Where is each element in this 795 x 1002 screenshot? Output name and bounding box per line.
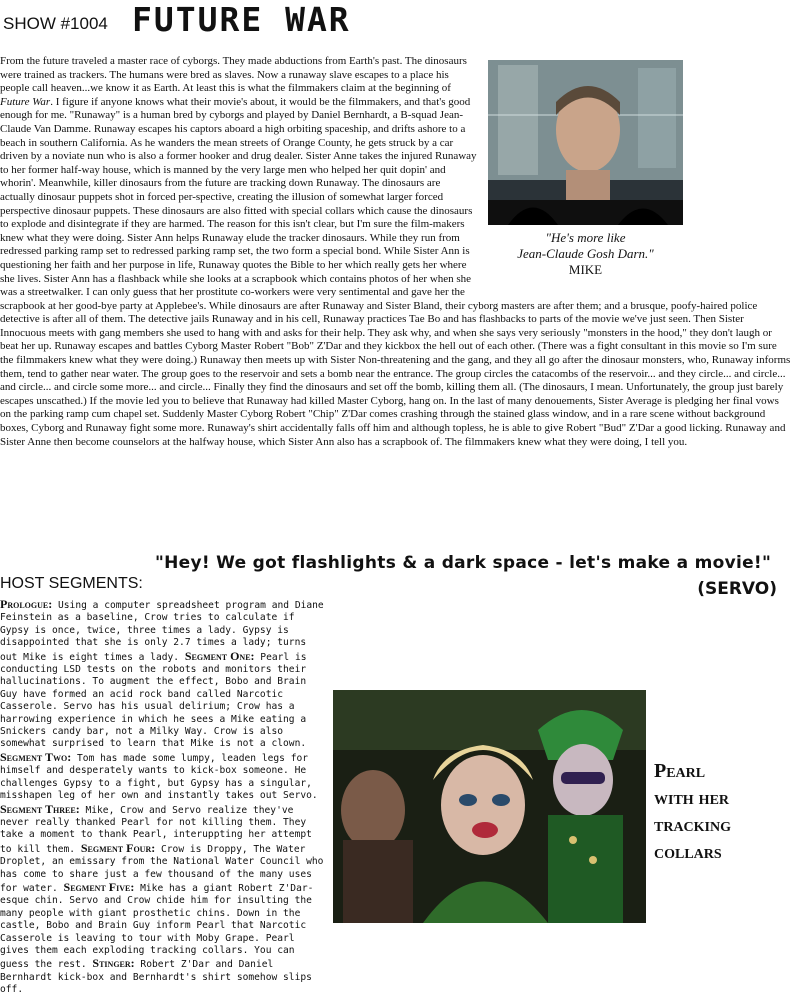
pearl-caption-line: with her [654,787,730,809]
segment-label: Segment Five: [63,879,135,894]
caption-quote-line-1: "He's more like [545,230,626,245]
segment-label: Segment Four: [80,840,156,855]
segment-text: Robert Z'Dar and Daniel Bernhardt kick-box and Bernhardt's shirt somehow slips off. [0,959,312,996]
segment-text: Using a computer spreadsheet program and Diane Feinstein as a baseline, Crow tries to calculate if Gypsy is once, twice, three times a lady. Gypsy is disappointed that she is only 2.7 times a lady; turns out Mike is eight times a lady. [0,600,324,663]
mike-caption [488,230,683,278]
pearl-photo [333,690,646,923]
segment-text: Mike has a giant Robert Z'Dar-esque chin. Servo and Crow chide him for insulting the many people with giant prosthetic chins. Down in the castle, Bobo and Brain Guy inform Pearl that Narcotic Casserole is leaving to tour with Moby Grape. Pearl gives them each exploding tracking collars. You can guess the rest. [0,882,314,971]
synopsis-part-2: . I figure if anyone knows what their movie's about, it would be the filmmakers, and that's good enough for me. "Runaway" is a human bred by cyborgs and played by Daniel Bernhardt, a B-squad Jean-Claude Van Damme. Runaway escapes his captors aboard a high orbiting spaceship, and drifts ashore to a beach in southern California. As he wanders the mean streets of Orange County, he gets struck by a car driven by a noviate nun who is also a former hooker and drug dealer. Sister Anne takes the injured Runaway to her former half-way house, which is manned by the very large men who helped her quit dopin' and whorin'. Meanwhile, killer dinosaurs from the future are tracking down Runaway. The dinosaurs are actually dinosaur puppets shot in forced per-spective, creating the illusion of somewhat larger forced perspective dinosaur puppets. These dinosaurs are also fitted with special collars which cause the dinosaurs to explode and disintegrate if they are harmed. The reason for this isn't clear, but I'm sure the film-makers knew what they were doing. Sister Ann helps Runaway elude the tracker dinosaurs. While they run from redressed parking ramp set to redressed parking ramp set, the two form a special bond. While Sister Ann is questioning her faith and her purpose in life, Runaway quotes the Bible to her which really gets her where she lives. Sister Ann has a flashback while she looks at a scrapbook which contains photos of her when she was a streetwalker. I can only guess that her prostitute co-workers were very sentimental and gave her the scrapbook at her good-bye party at Applebee's. While dinosaurs are after Runaway and Sister Bland, their cyborg masters are after them; and a brusque, poofy-haired police detective is after all of them. The detective jails Runaway and in his cell, Runaway practices Tae Bo and has flashbacks to parts of the movie we've just seen. Then Sister Innocuous meets with gang members she used to hang with and asks for their help. They ask why, and when she says very seriously "monsters in the hood," they don't laugh or beat her up. Runaway escapes and battles Cyborg Master Robert "Bob" Z'Dar and they kickbox the hell out of each other. (There was a fight consultant in this movie so I'm sure the filmmakers knew what they were doing.) Runaway then meets up with Sister Non-threatening and the gang, and they all go after the dinosaur monsters, who, Runaway informs them, tend to gather near water. The group goes to the reservoir and sets a bomb near the entrance. The group circles the catacombs of the reservoir... and they circle... and circle... and circle... and circle some more... and circle... Finally they find the dinosaurs and set off the bomb, killing them all. (The dinosaurs, I mean. Unfortunately, the group just barely escapes unscathed.) If the movie led you to believe that Runaway had killed Master Cyborg, hang on. In the last of many denouements, Sister Average is pledging her final vows on the parking ramp cum chapel set. Suddenly Master Cyborg Robert "Chip" Z'Dar comes crashing through the stained glass window, and in a rare scene without background boxes, Cyborg and Runaway fight some more. Runaway's shirt accidentally falls off him and although topless, he is able to give Robert "Bud" Z'Dar a good licking. Runaway and Sister Anne then become counselors at the halfway house, which Sister Ann also has a scrapbook of. The filmmakers knew what they were doing, I tell you. [0,95,791,448]
pearl-caption-line: collars [654,841,722,863]
segment-text: Pearl is conducting LSD tests on the robots and monitors their hallucinations. To augment the effect, Bobo and Brain Guy have formed an acid rock band called Narcotic Casserole. Servo has his usual delirium; Crow has a harrowing experience in which he sees a Mike eating a Snickers candy bar, not a Milky Way. Crow is also somewhat surprised to learn that Mike is not a clown. [0,651,307,750]
caption-quote-line-2: Jean-Claude Gosh Darn." [517,246,654,261]
show-number: SHOW #1004 [3,14,108,33]
segment-text: Tom has made some lumpy, leaden legs for himself and desperately wants to kick-box someone. He challenges Gypsy to a fight, but Gypsy has a singular, misshapen leg of her own and instantly takes out Servo. [0,752,318,802]
segment-text: Mike, Crow and Servo realize they've never really thanked Pearl for not killing them. They take a moment to thank Pearl, interuppting her attempt to kill them. [0,804,312,855]
host-segments-heading: HOST SEGMENTS: [0,575,143,592]
synopsis-part-1: From the future traveled a master race of cyborgs. They made abductions from Earth's past. The dinosaurs were trained as trackers. The humans were bred as slaves. Now a runaway slave escapes to a place his people call heaven...we know it as Earth. At least this is what the filmmakers claim at the beginning of [0,55,467,95]
pearl-caption [654,758,794,866]
segment-label: Stinger: [92,956,135,971]
pearl-caption-line: Pearl [654,760,706,782]
segment-label: Segment Two: [0,749,72,764]
segment-label: Prologue: [0,597,53,611]
mike-photo [488,60,683,225]
segment-label: Segment One: [184,648,255,663]
servo-credit: (SERVO) [697,579,777,599]
episode-title: FUTURE WAR [132,0,351,39]
film-title: Future War [0,95,51,108]
segment-text: Crow is Droppy, The Water Droplet, an emissary from the National Water Council who has come to share just a few thousand of the many uses for water. [0,843,324,894]
segment-label: Segment Three: [0,801,80,816]
servo-quote: "Hey! We got flashlights & a dark space - let's make a movie!" [155,553,772,573]
pearl-caption-line: tracking [654,814,732,836]
caption-credit: MIKE [568,262,603,277]
